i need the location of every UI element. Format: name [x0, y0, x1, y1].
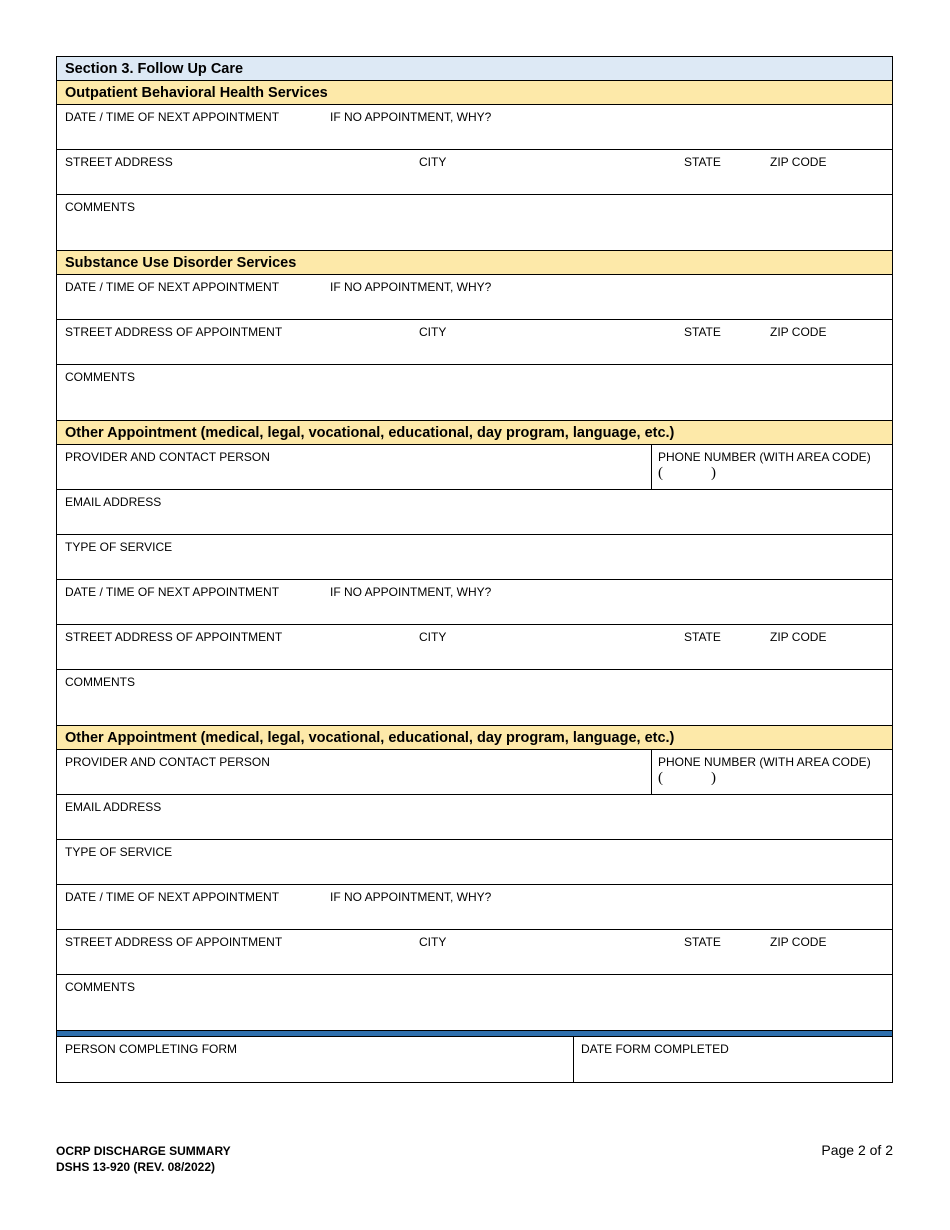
follow-up-care-form: [56, 56, 893, 1083]
provider-phone-divider: [651, 445, 652, 489]
open-paren: (: [658, 770, 663, 786]
date-time-label: DATE / TIME OF NEXT APPOINTMENT: [65, 585, 280, 599]
substance-address-row: [57, 320, 892, 365]
comments-label: COMMENTS: [65, 980, 135, 994]
city-label: CITY: [419, 935, 447, 949]
street-address-label: STREET ADDRESS OF APPOINTMENT: [65, 630, 283, 644]
other1-type-field[interactable]: [57, 555, 892, 579]
no-appointment-label: IF NO APPOINTMENT, WHY?: [330, 110, 492, 124]
provider-label: PROVIDER AND CONTACT PERSON: [65, 450, 270, 464]
person-completing-label: PERSON COMPLETING FORM: [65, 1042, 238, 1056]
section-title: Section 3. Follow Up Care: [57, 57, 892, 81]
phone-label: PHONE NUMBER (WITH AREA CODE): [658, 755, 871, 769]
city-label: CITY: [419, 630, 447, 644]
outpatient-appointment-row: [57, 105, 892, 150]
type-of-service-label: TYPE OF SERVICE: [65, 540, 173, 554]
substance-appointment-field[interactable]: [57, 295, 892, 319]
substance-address-field[interactable]: [57, 340, 892, 364]
close-paren: ): [711, 770, 716, 786]
no-appointment-label: IF NO APPOINTMENT, WHY?: [330, 585, 492, 599]
other1-address-row: [57, 625, 892, 670]
other2-email-row: [57, 795, 892, 840]
other2-email-field[interactable]: [57, 815, 892, 839]
other2-provider-row: [57, 750, 892, 795]
outpatient-address-field[interactable]: [57, 170, 892, 194]
zip-label: ZIP CODE: [770, 935, 827, 949]
substance-appointment-row: [57, 275, 892, 320]
other1-email-field[interactable]: [57, 510, 892, 534]
close-paren: ): [711, 465, 716, 481]
phone-area-code: [658, 770, 716, 787]
substance-comments-row: [57, 365, 892, 421]
other1-comments-row: [57, 670, 892, 726]
date-completed-field[interactable]: [574, 1057, 892, 1082]
street-address-label: STREET ADDRESS: [65, 155, 173, 169]
comments-label: COMMENTS: [65, 675, 135, 689]
email-label: EMAIL ADDRESS: [65, 800, 162, 814]
other1-provider-row: [57, 445, 892, 490]
date-time-label: DATE / TIME OF NEXT APPOINTMENT: [65, 110, 280, 124]
other2-address-row: [57, 930, 892, 975]
substance-comments-field[interactable]: [57, 385, 892, 420]
substance-header: Substance Use Disorder Services: [57, 251, 892, 275]
page-number: Page 2 of 2: [821, 1142, 893, 1158]
other2-type-row: [57, 840, 892, 885]
outpatient-header: Outpatient Behavioral Health Services: [57, 81, 892, 105]
zip-label: ZIP CODE: [770, 325, 827, 339]
other2-type-field[interactable]: [57, 860, 892, 884]
other-appointment-1-header: Other Appointment (medical, legal, vocational, educational, day program, language, etc.): [57, 421, 892, 445]
person-completing-field[interactable]: [57, 1057, 572, 1082]
other1-appointment-field[interactable]: [57, 600, 892, 624]
other1-provider-field[interactable]: [57, 465, 649, 489]
no-appointment-label: IF NO APPOINTMENT, WHY?: [330, 280, 492, 294]
type-of-service-label: TYPE OF SERVICE: [65, 845, 173, 859]
other2-address-field[interactable]: [57, 950, 892, 974]
other2-appointment-field[interactable]: [57, 905, 892, 929]
other1-comments-field[interactable]: [57, 690, 892, 725]
outpatient-comments-row: [57, 195, 892, 251]
phone-area-code: [658, 465, 716, 482]
comments-label: COMMENTS: [65, 370, 135, 384]
outpatient-appointment-field[interactable]: [57, 125, 892, 149]
email-label: EMAIL ADDRESS: [65, 495, 162, 509]
completion-row: [57, 1037, 892, 1082]
other2-comments-row: [57, 975, 892, 1031]
other1-email-row: [57, 490, 892, 535]
other2-provider-field[interactable]: [57, 770, 649, 794]
zip-label: ZIP CODE: [770, 155, 827, 169]
other1-type-row: [57, 535, 892, 580]
other1-address-field[interactable]: [57, 645, 892, 669]
state-label: STATE: [684, 630, 721, 644]
other-appointment-2-header: Other Appointment (medical, legal, vocational, educational, day program, language, etc.): [57, 726, 892, 750]
provider-label: PROVIDER AND CONTACT PERSON: [65, 755, 270, 769]
no-appointment-label: IF NO APPOINTMENT, WHY?: [330, 890, 492, 904]
state-label: STATE: [684, 325, 721, 339]
other1-appointment-row: [57, 580, 892, 625]
other2-comments-field[interactable]: [57, 995, 892, 1030]
form-number: DSHS 13-920 (REV. 08/2022): [56, 1160, 215, 1174]
city-label: CITY: [419, 325, 447, 339]
form-name: OCRP DISCHARGE SUMMARY: [56, 1144, 231, 1158]
date-time-label: DATE / TIME OF NEXT APPOINTMENT: [65, 890, 280, 904]
open-paren: (: [658, 465, 663, 481]
state-label: STATE: [684, 935, 721, 949]
state-label: STATE: [684, 155, 721, 169]
provider-phone-divider: [651, 750, 652, 794]
date-completed-label: DATE FORM COMPLETED: [581, 1042, 729, 1056]
comments-label: COMMENTS: [65, 200, 135, 214]
street-address-label: STREET ADDRESS OF APPOINTMENT: [65, 935, 283, 949]
city-label: CITY: [419, 155, 447, 169]
phone-label: PHONE NUMBER (WITH AREA CODE): [658, 450, 871, 464]
other2-appointment-row: [57, 885, 892, 930]
street-address-label: STREET ADDRESS OF APPOINTMENT: [65, 325, 283, 339]
date-time-label: DATE / TIME OF NEXT APPOINTMENT: [65, 280, 280, 294]
zip-label: ZIP CODE: [770, 630, 827, 644]
outpatient-comments-field[interactable]: [57, 215, 892, 250]
outpatient-address-row: [57, 150, 892, 195]
